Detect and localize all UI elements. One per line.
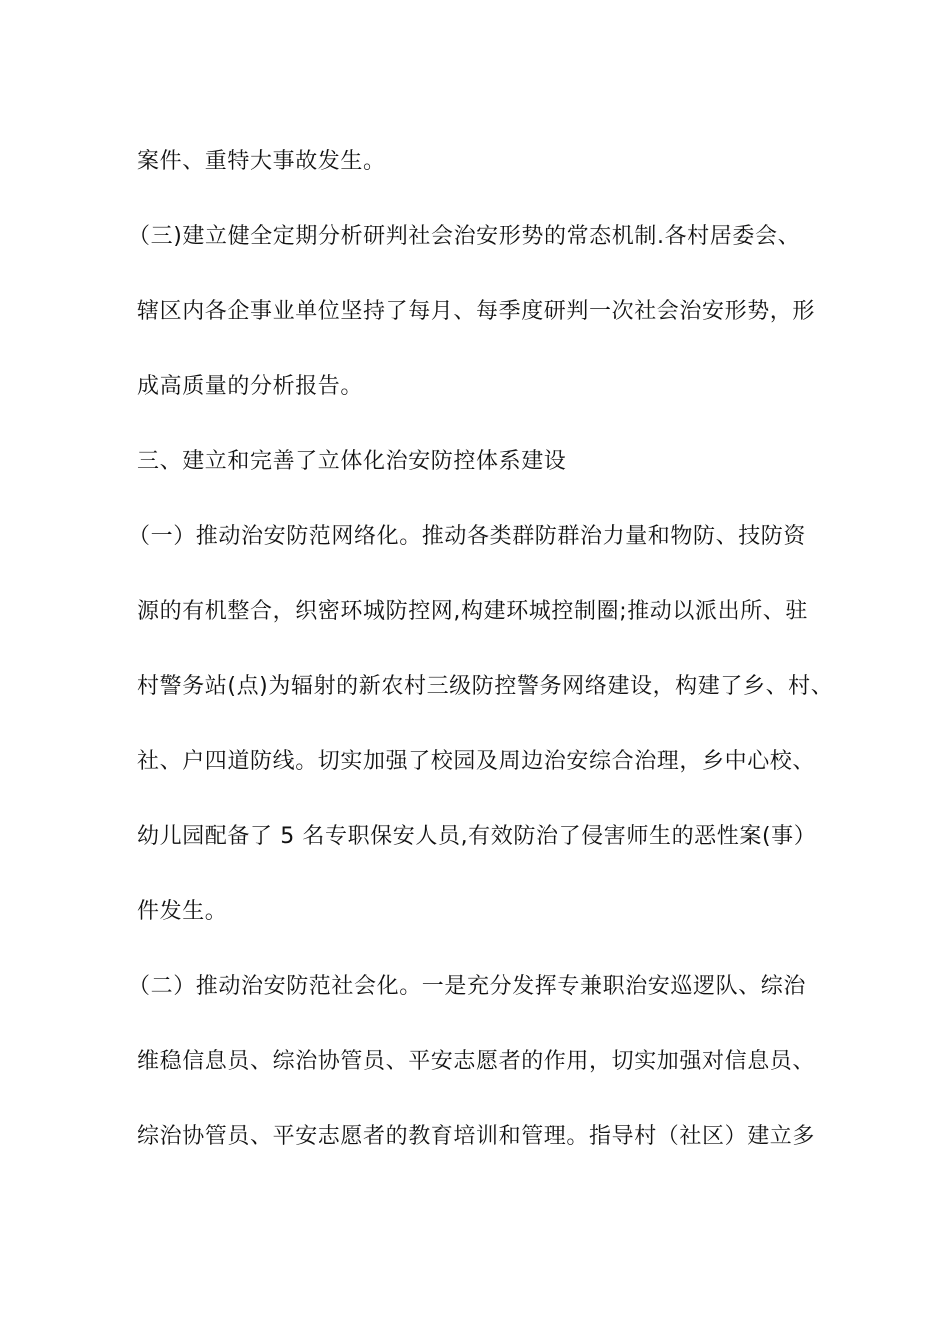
text-line: 成高质量的分析报告。 — [137, 374, 364, 399]
section-heading: 三、建立和完善了立体化治安防控体系建设 — [137, 449, 567, 474]
text-line: 维稳信息员、综治协管员、平安志愿者的作用，切实加强对信息员、 — [137, 1049, 816, 1074]
text-line: 村警务站(点)为辐射的新农村三级防控警务网络建设，构建了乡、村、 — [137, 674, 834, 699]
text-line: （三)建立健全定期分析研判社会治安形势的常态机制.各村居委会、 — [128, 224, 801, 249]
text-line: 件发生。 — [137, 899, 228, 924]
text-line: 综治协管员、平安志愿者的教育培训和管理。指导村（社区）建立多 — [137, 1124, 816, 1149]
text-line: 社、户四道防线。切实加强了校园及周边治安综合治理，乡中心校、 — [137, 749, 816, 774]
text-line: 幼儿园配备了 5 名专职保安人员,有效防治了侵害师生的恶性案(事） — [137, 824, 817, 849]
text-line: 辖区内各企事业单位坚持了每月、每季度研判一次社会治安形势，形 — [137, 299, 816, 324]
text-line: 案件、重特大事故发生。 — [137, 149, 386, 174]
text-line: 源的有机整合，织密环城防控网,构建环城控制圈;推动以派出所、驻 — [137, 599, 809, 624]
text-line: （二）推动治安防范社会化。一是充分发挥专兼职治安巡逻队、综治 — [128, 974, 807, 999]
text-line: （一）推动治安防范网络化。推动各类群防群治力量和物防、技防资 — [128, 524, 807, 549]
